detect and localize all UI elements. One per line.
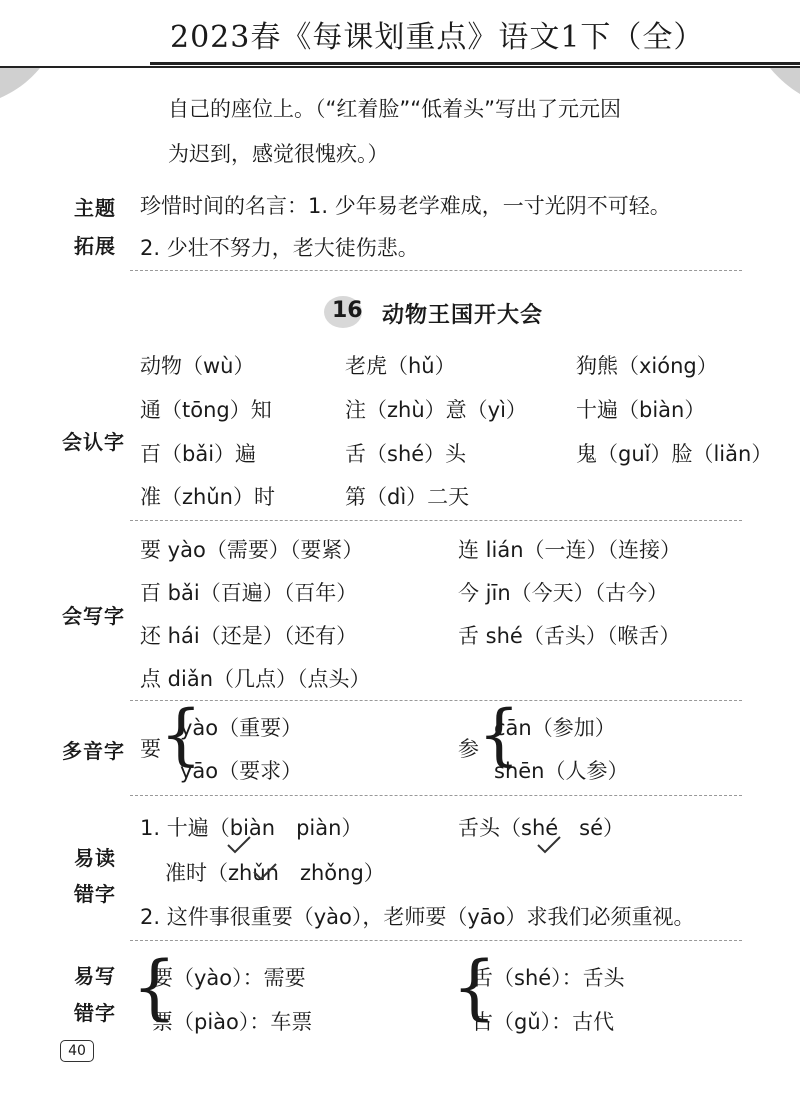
miswrite-label-top: 易写 bbox=[74, 964, 116, 988]
lesson-number: 16 bbox=[332, 298, 363, 323]
divider bbox=[130, 520, 742, 521]
intro-line-1: 自己的座位上。（“红着脸”“低着头”写出了元元因 bbox=[168, 97, 622, 121]
polyphone-char-left: 要 bbox=[140, 737, 161, 761]
misread-label-top: 易读 bbox=[74, 846, 116, 870]
theme-label-bottom: 拓展 bbox=[74, 234, 116, 258]
misread-word: 十遍 bbox=[166, 816, 209, 840]
recognize-cell: 通（tōng）知 bbox=[140, 398, 272, 422]
theme-line-2: 2. 少壮不努力，老大徒伤悲。 bbox=[140, 236, 419, 260]
miswrite-item: 古（gǔ）：古代 bbox=[472, 1010, 615, 1034]
write-cell: 舌 shé（舌头）（喉舌） bbox=[458, 624, 681, 648]
polyphone-reading: cān（参加） bbox=[494, 716, 616, 740]
recognize-cell: 狗熊（xióng） bbox=[576, 354, 718, 378]
brace-icon: { bbox=[452, 946, 497, 1028]
write-cell: 要 yào（需要）（要紧） bbox=[140, 538, 364, 562]
misread-options: （shé sé） bbox=[500, 816, 625, 840]
misread-item-2: 2. 这件事很重要（yào），老师要（yāo）求我们必须重视。 bbox=[140, 905, 695, 929]
polyphone-char-right: 参 bbox=[458, 737, 479, 761]
write-cell: 还 hái（还是）（还有） bbox=[140, 624, 358, 648]
recognize-cell: 第（dì）二天 bbox=[345, 485, 470, 509]
misread-word: 舌头 bbox=[458, 816, 500, 840]
lesson-title: 动物王国开大会 bbox=[382, 303, 544, 328]
checkmark-icon bbox=[252, 862, 278, 882]
recognize-cell: 准（zhǔn）时 bbox=[140, 485, 275, 509]
polyphone-label: 多音字 bbox=[62, 739, 125, 763]
theme-label-top: 主题 bbox=[74, 196, 116, 220]
theme-line-1: 珍惜时间的名言：1. 少年易老学难成，一寸光阴不可轻。 bbox=[140, 194, 671, 218]
misread-word: 准时 bbox=[165, 861, 207, 885]
header-rule-top bbox=[150, 62, 800, 65]
divider bbox=[130, 940, 742, 941]
misread-options: （zhǔn zhǒng） bbox=[207, 861, 385, 885]
polyphone-reading: shēn（人参） bbox=[494, 759, 629, 783]
miswrite-item: 要（yào）：需要 bbox=[152, 966, 306, 990]
misread-label-bottom: 错字 bbox=[74, 882, 116, 906]
miswrite-item: 舌（shé）：舌头 bbox=[472, 966, 625, 990]
recognize-cell: 注（zhù）意（yì） bbox=[345, 398, 527, 422]
recognize-label: 会认字 bbox=[62, 430, 125, 454]
recognize-cell: 百（bǎi）遍 bbox=[140, 442, 257, 466]
recognize-cell: 十遍（biàn） bbox=[576, 398, 706, 422]
brace-icon: { bbox=[478, 696, 520, 773]
recognize-cell: 老虎（hǔ） bbox=[345, 354, 456, 378]
divider bbox=[130, 270, 742, 271]
divider bbox=[130, 700, 742, 701]
checkmark-icon bbox=[536, 835, 562, 855]
misread-options: （biàn piàn） bbox=[208, 816, 363, 840]
recognize-cell: 动物（wù） bbox=[140, 354, 255, 378]
brace-icon: { bbox=[160, 696, 202, 773]
divider bbox=[130, 795, 742, 796]
recognize-cell: 鬼（guǐ）脸（liǎn） bbox=[576, 442, 773, 466]
intro-line-2: 为迟到，感觉很愧疚。） bbox=[168, 142, 389, 166]
page-number: 40 bbox=[60, 1040, 94, 1062]
brace-icon: { bbox=[132, 946, 177, 1028]
write-cell: 点 diǎn（几点）（点头） bbox=[140, 667, 371, 691]
miswrite-label-bottom: 错字 bbox=[74, 1001, 116, 1025]
recognize-cell: 舌（shé）头 bbox=[345, 442, 467, 466]
write-cell: 今 jīn（今天）（古今） bbox=[458, 581, 669, 605]
page-header-title: 2023春《每课划重点》语文1下（全） bbox=[170, 20, 705, 55]
polyphone-reading: yāo（要求） bbox=[180, 759, 303, 783]
write-cell: 百 bǎi（百遍）（百年） bbox=[140, 581, 358, 605]
checkmark-icon bbox=[226, 835, 252, 855]
item-number: 1. bbox=[140, 816, 161, 840]
polyphone-reading: yào（重要） bbox=[180, 716, 303, 740]
write-label: 会写字 bbox=[62, 604, 125, 628]
write-cell: 连 lián（一连）（连接） bbox=[458, 538, 682, 562]
miswrite-item: 票（piào）：车票 bbox=[152, 1010, 313, 1034]
